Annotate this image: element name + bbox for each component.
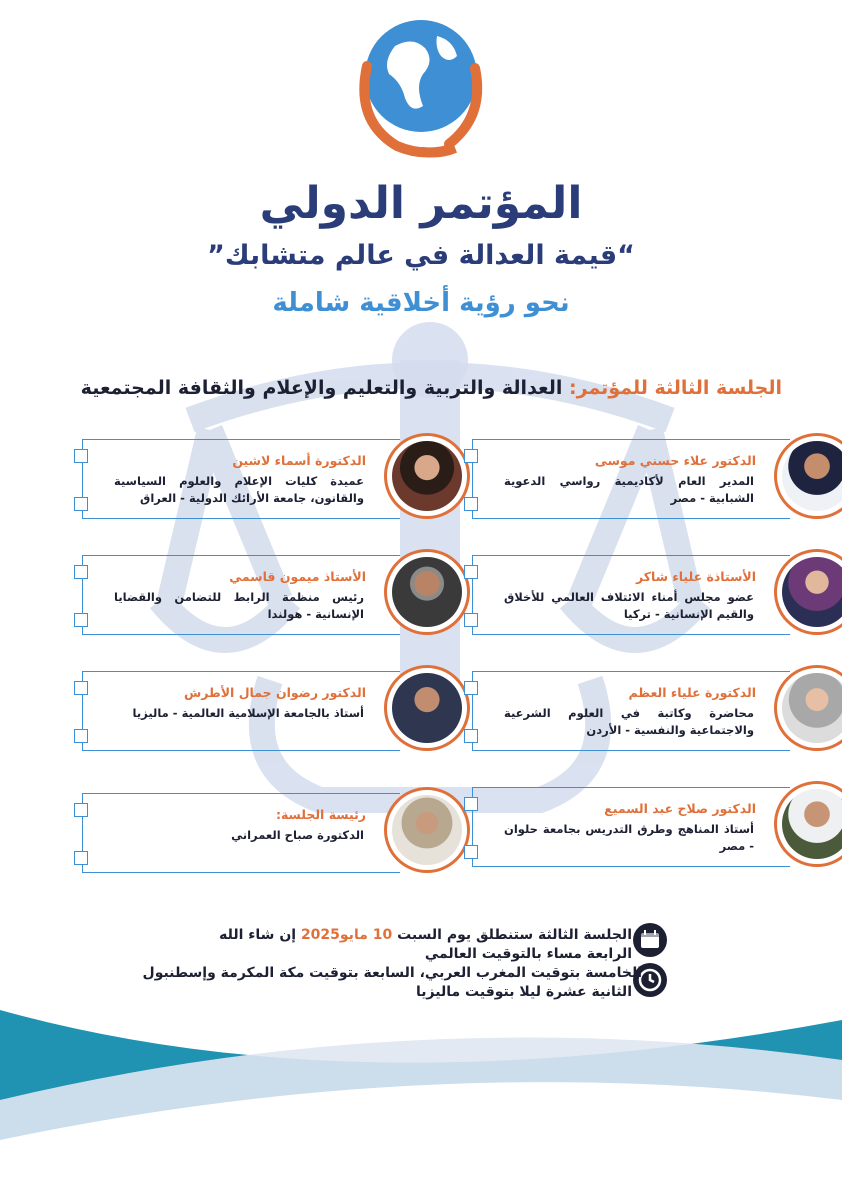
speaker-role: أستاذ المناهج وطرق التدريس بجامعة حلوان - مصر	[504, 822, 754, 853]
schedule-line: الرابعة مساء بالتوقيت العالمي	[424, 946, 632, 962]
speaker-photo	[384, 787, 470, 873]
avatar	[782, 789, 842, 859]
speaker-card	[82, 433, 472, 525]
speaker-name: الأستاذ ميمون قاسمي	[229, 569, 366, 584]
speaker-role: رئيس منظمة الرابط للتضامن والقضايا الإنسانية - هولندا	[114, 590, 364, 621]
speaker-card	[472, 433, 842, 525]
speaker-card	[472, 665, 842, 757]
avatar	[392, 557, 462, 627]
session-heading	[42, 377, 782, 399]
speaker-name: الدكتور رضوان جمال الأطرش	[183, 685, 366, 700]
speaker-card	[82, 665, 472, 757]
speaker-photo	[384, 433, 470, 519]
chair-label: رئيسة الجلسة:	[275, 807, 366, 822]
speaker-card	[472, 549, 842, 641]
avatar	[782, 557, 842, 627]
speaker-card	[82, 787, 472, 879]
avatar	[392, 441, 462, 511]
speaker-role: عميدة كليات الإعلام والعلوم السياسية والقانون، جامعة الأرائك الدولية - العراق	[114, 474, 364, 505]
schedule-line: الخامسة بتوقيت المغرب العربي، السابعة بتوقيت مكة المكرمة وإسطنبول	[142, 965, 642, 981]
session-topic: العدالة والتربية والتعليم والإعلام والثقافة المجتمعية	[80, 377, 570, 399]
schedule-line: الجلسة الثالثة ستنطلق يوم السبت 10 مايو2025 إن شاء الله	[219, 927, 632, 943]
calendar-icon	[633, 923, 667, 957]
speaker-name: الدكتور صلاح عبد السميع	[604, 801, 756, 816]
footer-wave	[0, 990, 842, 1191]
speaker-photo	[384, 665, 470, 751]
speaker-name: الأستاذة علياء شاكر	[635, 569, 756, 584]
conference-subtitle: نحو رؤية أخلاقية شاملة	[272, 288, 570, 318]
session-date: 10 مايو2025	[300, 927, 393, 943]
avatar	[782, 673, 842, 743]
conference-quote: “قيمة العدالة في عالم متشابك”	[207, 240, 635, 271]
session-label: الجلسة الثالثة للمؤتمر:	[569, 377, 782, 399]
avatar	[392, 673, 462, 743]
speaker-card	[82, 549, 472, 641]
globe-hands-logo	[345, 6, 495, 164]
speaker-role: المدير العام لأكاديمية رواسي الدعوية الشبابية - مصر	[504, 474, 754, 505]
speaker-role: أستاذ بالجامعة الإسلامية العالمية - ماليزيا	[132, 706, 364, 720]
conference-title: المؤتمر الدولي	[259, 178, 583, 229]
speaker-role: عضو مجلس أمناء الائتلاف العالمي للأخلاق والقيم الإنسانية - تركيا	[504, 590, 754, 621]
speaker-photo	[384, 549, 470, 635]
speaker-name: الدكتورة أسماء لاشين	[232, 453, 366, 468]
avatar	[782, 441, 842, 511]
speaker-card	[472, 781, 842, 873]
speaker-name: الدكتورة علياء العظم	[628, 685, 756, 700]
speaker-role: محاضرة وكاتبة في العلوم الشرعية والاجتماعية والنفسية - الأردن	[504, 706, 754, 737]
chair-name: الدكتورة صباح العمراني	[231, 828, 364, 842]
avatar	[392, 795, 462, 865]
speaker-name: الدكتور علاء حسني موسى	[594, 453, 756, 468]
schedule-line: الثانية عشرة ليلا بتوقيت ماليزيا	[416, 984, 632, 1000]
